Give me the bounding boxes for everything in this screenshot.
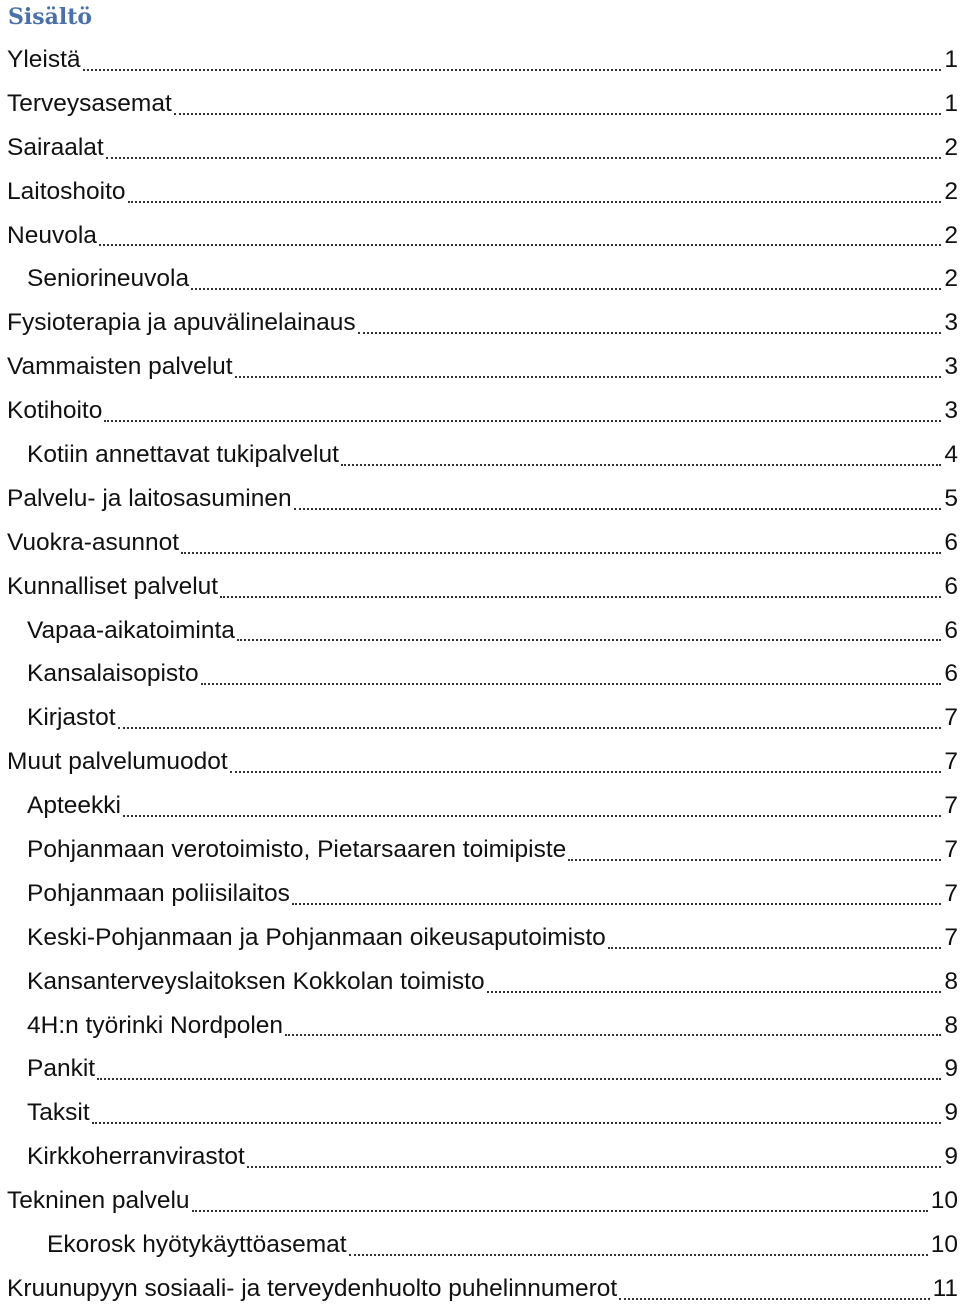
toc-entry-label: Pankit [27, 1055, 96, 1083]
toc-dot-leader [191, 257, 941, 301]
toc-dot-leader [294, 477, 942, 521]
toc-entry-label: Yleistä [7, 46, 81, 73]
toc-entry-page-number: 11 [932, 1274, 958, 1302]
toc-list [0, 38, 960, 1311]
toc-entry-page-number: 4 [944, 441, 958, 469]
toc-entry-page-number: 8 [944, 1011, 958, 1039]
toc-entry[interactable] [0, 301, 960, 345]
toc-dot-leader [247, 1135, 942, 1179]
toc-entry-page-number: 6 [944, 660, 958, 688]
toc-dot-leader [487, 960, 942, 1004]
toc-entry[interactable] [0, 1004, 960, 1048]
toc-dot-leader [358, 301, 942, 345]
toc-entry-label: Laitoshoito [7, 177, 126, 205]
toc-entry-page-number: 7 [944, 792, 958, 820]
toc-entry[interactable] [0, 960, 960, 1004]
toc-entry-page-number: 3 [944, 397, 958, 425]
toc-entry-page-number: 7 [944, 748, 958, 776]
toc-entry[interactable] [0, 828, 960, 872]
toc-entry-page-number: 2 [944, 133, 958, 161]
toc-dot-leader [619, 1267, 929, 1311]
toc-entry[interactable] [0, 170, 960, 214]
toc-entry-page-number: 10 [930, 1187, 958, 1215]
toc-dot-leader [568, 828, 941, 872]
toc-dot-leader [118, 696, 942, 740]
toc-dot-leader [92, 1091, 942, 1135]
toc-entry-page-number: 9 [944, 1143, 958, 1171]
toc-entry-label: Sairaalat [7, 133, 104, 161]
toc-entry-label: Apteekki [27, 792, 121, 820]
toc-entry-page-number: 7 [944, 836, 958, 864]
toc-entry[interactable] [0, 609, 960, 653]
toc-dot-leader [285, 1004, 941, 1048]
toc-entry[interactable] [0, 214, 960, 258]
toc-entry-label: 4H:n työrinki Nordpolen [27, 1011, 284, 1039]
toc-entry[interactable] [0, 916, 960, 960]
toc-entry-page-number: 1 [944, 46, 958, 73]
toc-entry-label: Kansanterveyslaitoksen Kokkolan toimisto [27, 967, 485, 995]
toc-entry-page-number: 7 [944, 704, 958, 732]
toc-entry[interactable] [0, 521, 960, 565]
toc-dot-leader [220, 565, 941, 609]
toc-entry[interactable] [0, 433, 960, 477]
toc-entry-label: Pohjanmaan verotoimisto, Pietarsaaren toimipiste [27, 836, 567, 864]
toc-entry[interactable] [0, 872, 960, 916]
toc-entry-label: Neuvola [7, 221, 97, 249]
toc-dot-leader [608, 916, 942, 960]
toc-dot-leader [201, 652, 942, 696]
toc-dot-leader [349, 1223, 928, 1267]
toc-entry-label: Kruunupyyn sosiaali- ja terveydenhuolto puhelinnumerot [7, 1274, 618, 1302]
toc-entry-page-number: 7 [944, 879, 958, 907]
toc-entry-page-number: 9 [944, 1055, 958, 1083]
toc-entry[interactable] [0, 652, 960, 696]
toc-dot-leader [106, 126, 942, 170]
toc-entry-page-number: 1 [944, 89, 958, 117]
toc-entry[interactable] [0, 784, 960, 828]
toc-entry-page-number: 6 [944, 616, 958, 644]
toc-entry[interactable] [0, 345, 960, 389]
toc-entry[interactable] [0, 389, 960, 433]
toc-entry[interactable] [0, 1267, 960, 1311]
toc-entry-page-number: 6 [944, 572, 958, 600]
toc-entry-page-number: 7 [944, 923, 958, 951]
toc-entry[interactable] [0, 565, 960, 609]
toc-entry-label: Pohjanmaan poliisilaitos [27, 879, 290, 907]
toc-entry-label: Palvelu- ja laitosasuminen [7, 484, 292, 512]
toc-entry-label: Kotihoito [7, 397, 103, 425]
toc-dot-leader [230, 740, 942, 784]
toc-entry-label: Terveysasemat [7, 89, 172, 117]
toc-entry[interactable] [0, 740, 960, 784]
toc-title: Sisältö [8, 4, 93, 30]
toc-entry[interactable] [0, 82, 960, 126]
toc-entry[interactable] [0, 257, 960, 301]
toc-dot-leader [99, 214, 941, 258]
toc-entry[interactable] [0, 1179, 960, 1223]
toc-entry[interactable] [0, 1135, 960, 1179]
toc-entry[interactable] [0, 126, 960, 170]
toc-entry-page-number: 9 [944, 1099, 958, 1127]
toc-dot-leader [237, 609, 941, 653]
toc-entry[interactable] [0, 38, 960, 82]
toc-entry[interactable] [0, 477, 960, 521]
toc-entry-label: Taksit [27, 1099, 90, 1127]
toc-entry-label: Vammaisten palvelut [7, 353, 233, 381]
toc-entry-page-number: 3 [944, 353, 958, 381]
toc-dot-leader [181, 521, 941, 565]
toc-entry[interactable] [0, 1091, 960, 1135]
toc-entry-label: Tekninen palvelu [7, 1187, 190, 1215]
toc-dot-leader [292, 872, 942, 916]
toc-entry-label: Keski-Pohjanmaan ja Pohjanmaan oikeusaputoimisto [27, 923, 606, 951]
toc-dot-leader [128, 170, 942, 214]
toc-entry-page-number: 2 [944, 221, 958, 249]
toc-entry-page-number: 2 [944, 265, 958, 293]
toc-entry-page-number: 5 [944, 484, 958, 512]
toc-entry-label: Vapaa-aikatoiminta [27, 616, 235, 644]
toc-entry-label: Kunnalliset palvelut [7, 572, 219, 600]
toc-dot-leader [341, 433, 941, 477]
toc-entry-page-number: 3 [944, 309, 958, 337]
toc-entry-label: Seniorineuvola [27, 265, 190, 293]
toc-entry-page-number: 8 [944, 967, 958, 995]
toc-entry-label: Ekorosk hyötykäyttöasemat [47, 1231, 347, 1259]
toc-entry-label: Kirjastot [27, 704, 116, 732]
toc-dot-leader [174, 82, 942, 126]
toc-dot-leader [97, 1047, 941, 1091]
toc-entry-label: Fysioterapia ja apuvälinelainaus [7, 309, 356, 337]
toc-dot-leader [104, 389, 941, 433]
toc-entry-page-number: 6 [944, 528, 958, 556]
toc-entry[interactable] [0, 1223, 960, 1267]
toc-dot-leader [83, 38, 942, 82]
toc-entry-label: Muut palvelumuodot [7, 748, 228, 776]
toc-dot-leader [192, 1179, 928, 1223]
toc-dot-leader [123, 784, 941, 828]
toc-entry-label: Kansalaisopisto [27, 660, 199, 688]
toc-entry-label: Vuokra-asunnot [7, 528, 180, 556]
toc-entry[interactable] [0, 1047, 960, 1091]
toc-entry-label: Kirkkoherranvirastot [27, 1143, 245, 1171]
toc-entry-label: Kotiin annettavat tukipalvelut [27, 441, 339, 469]
toc-dot-leader [235, 345, 942, 389]
toc-entry[interactable] [0, 696, 960, 740]
toc-entry-page-number: 10 [930, 1231, 958, 1259]
toc-entry-page-number: 2 [944, 177, 958, 205]
